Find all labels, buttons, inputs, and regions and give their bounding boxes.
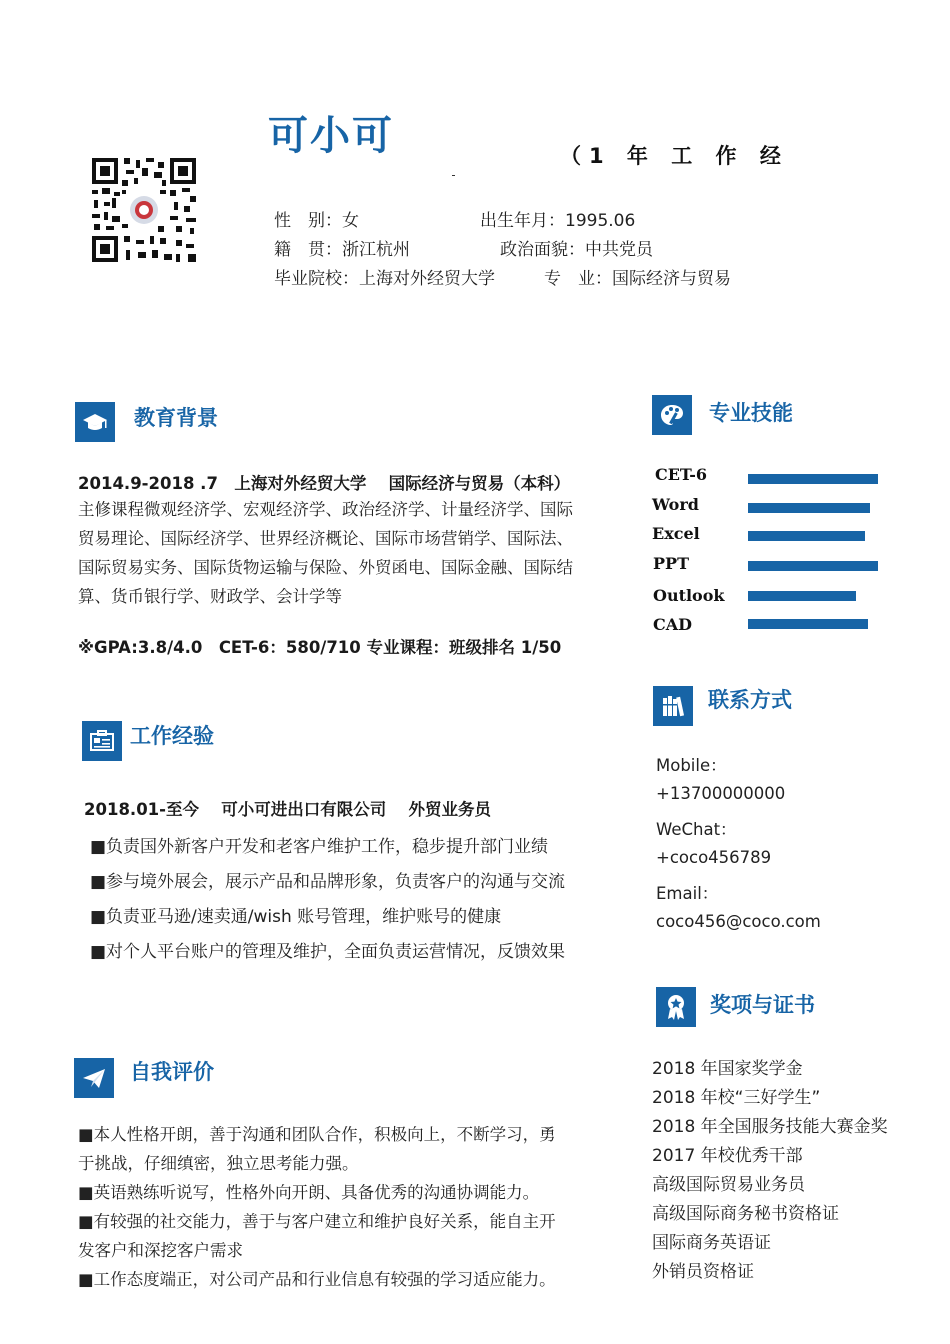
info-school: 毕业院校：上海对外经贸大学 <box>274 269 495 289</box>
skill-label: Excel <box>652 524 700 543</box>
contact-title: 联系方式 <box>708 688 792 712</box>
awards-title: 奖项与证书 <box>710 993 815 1017</box>
skill-bar <box>748 503 870 513</box>
skill-bar <box>748 531 865 541</box>
work-heading: 2018.01-至今 可小可进出口有限公司 外贸业务员 <box>84 800 491 819</box>
skill-bar <box>748 474 878 484</box>
divider <box>452 175 455 176</box>
course-line: 算、货币银行学、财政学、会计学等 <box>78 587 342 606</box>
course-line: 国际贸易实务、国际货物运输与保险、外贸函电、国际金融、国际结 <box>78 558 573 577</box>
award-item: 国际商务英语证 <box>652 1233 771 1253</box>
award-item: 2018 年全国服务技能大赛金奖 <box>652 1117 888 1137</box>
skills-title: 专业技能 <box>709 401 793 425</box>
education-heading: 2014.9-2018 .7 上海对外经贸大学 国际经济与贸易（本科） <box>78 474 571 493</box>
qr-code-icon <box>90 156 198 264</box>
self-line: ■英语熟练听说写，性格外向开朗、具备优秀的沟通协调能力。 <box>78 1183 540 1202</box>
award-item: 外销员资格证 <box>652 1262 754 1282</box>
work-bullet: ■参与境外展会，展示产品和品牌形象，负责客户的沟通与交流 <box>90 872 566 892</box>
course-line: 主修课程微观经济学、宏观经济学、政治经济学、计量经济学、国际 <box>78 500 573 519</box>
info-gender: 性 别：女 <box>274 211 359 231</box>
self-line: ■有较强的社交能力，善于与客户建立和维护良好关系，能自主开 <box>78 1212 556 1231</box>
contact-mobile-value: +13700000000 <box>656 784 786 803</box>
palette-icon <box>652 395 692 435</box>
self-line: ■工作态度端正，对公司产品和行业信息有较强的学习适应能力。 <box>78 1270 556 1289</box>
self-line: ■本人性格开朗，善于沟通和团队合作，积极向上，不断学习，勇 <box>78 1125 556 1144</box>
books-icon <box>653 686 693 726</box>
award-ribbon-icon <box>656 987 696 1027</box>
experience-subtitle: （1 年 工 作 经 <box>560 144 789 168</box>
info-major: 专 业：国际经济与贸易 <box>544 269 731 289</box>
skill-label: CAD <box>653 615 693 634</box>
education-title: 教育背景 <box>134 406 218 430</box>
education-gpa: ※GPA:3.8/4.0 CET-6：580/710 专业课程：班级排名 1/50 <box>78 638 562 657</box>
work-bullet: ■对个人平台账户的管理及维护，全面负责运营情况，反馈效果 <box>90 942 566 962</box>
self-line: 于挑战，仔细缜密，独立思考能力强。 <box>78 1154 359 1173</box>
info-origin: 籍 贯：浙江杭州 <box>274 240 410 260</box>
skill-bar <box>748 561 878 571</box>
info-politics: 政治面貌：中共党员 <box>500 240 653 260</box>
award-item: 2018 年校“三好学生” <box>652 1088 821 1108</box>
contact-wechat-label: WeChat： <box>656 820 737 839</box>
course-line: 贸易理论、国际经济学、世界经济概论、国际市场营销学、国际法、 <box>78 529 573 548</box>
award-item: 2017 年校优秀干部 <box>652 1146 803 1166</box>
candidate-name: 可小可 <box>268 113 394 159</box>
skill-label: Word <box>652 495 699 514</box>
contact-mobile-label: Mobile： <box>656 756 727 775</box>
briefcase-icon <box>82 721 122 761</box>
skill-label: Outlook <box>653 586 725 605</box>
skill-bar <box>748 619 868 629</box>
self-evaluation-title: 自我评价 <box>130 1060 214 1084</box>
info-birth: 出生年月：1995.06 <box>480 211 636 231</box>
skill-label: PPT <box>653 554 689 573</box>
work-bullet: ■负责国外新客户开发和老客户维护工作，稳步提升部门业绩 <box>90 837 549 857</box>
skill-label: CET-6 <box>655 465 707 484</box>
contact-wechat-value: +coco456789 <box>656 848 772 867</box>
contact-email-value: coco456@coco.com <box>656 912 821 931</box>
education-courses <box>78 495 623 611</box>
award-item: 高级国际贸易业务员 <box>652 1175 805 1195</box>
award-item: 高级国际商务秘书资格证 <box>652 1204 839 1224</box>
work-bullet: ■负责亚马逊/速卖通/wish 账号管理，维护账号的健康 <box>90 907 502 927</box>
contact-email-label: Email： <box>656 884 719 903</box>
graduation-cap-icon <box>75 402 115 442</box>
self-line: 发客户和深挖客户需求 <box>78 1241 243 1260</box>
skill-bar <box>748 591 856 601</box>
work-title: 工作经验 <box>130 724 214 748</box>
award-item: 2018 年国家奖学金 <box>652 1059 803 1079</box>
self-evaluation-text <box>78 1120 623 1294</box>
paper-plane-icon <box>74 1058 114 1098</box>
